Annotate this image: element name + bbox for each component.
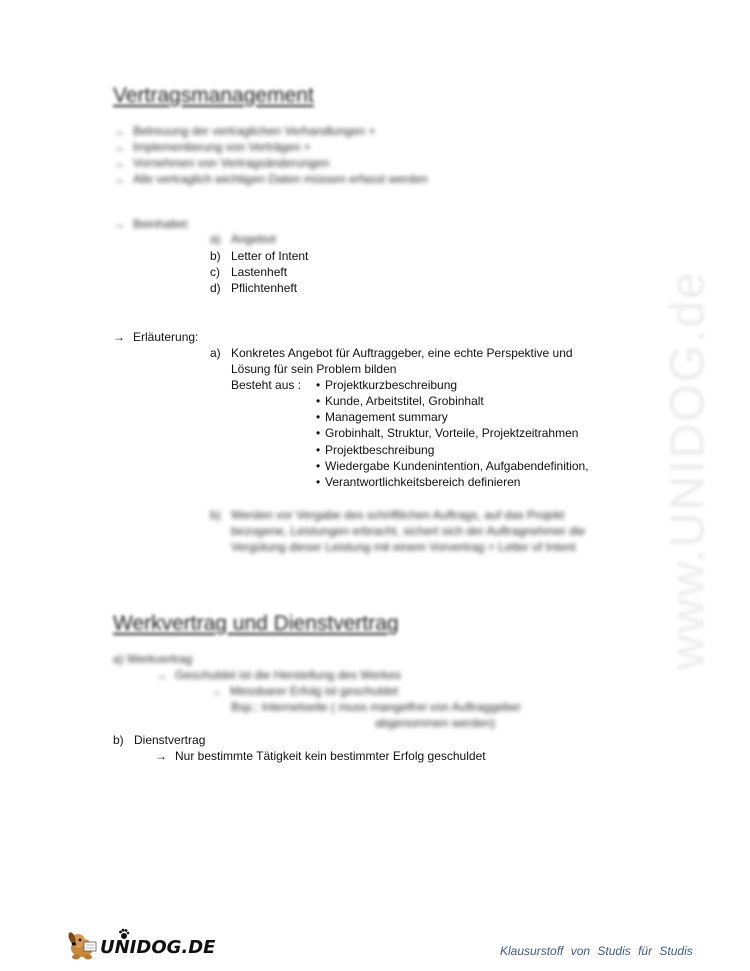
explanation-a-line2: Lösung für sein Problem bilden xyxy=(231,362,397,376)
list-item: a) Angebot xyxy=(210,232,276,246)
list-item: • Kunde, Arbeitstitel, Grobinhalt xyxy=(316,394,484,408)
dienstvertrag-sub: → Nur bestimmte Tätigkeit kein bestimmter Erfolg geschuldet xyxy=(155,749,486,763)
beinhaltet-label: → Beinhaltet: xyxy=(113,217,190,231)
bullet-text: Vornehmen von Vertragsänderungen xyxy=(133,156,330,170)
explanation-a: a) Konkretes Angebot für Auftraggeber, eine echte Perspektive und xyxy=(210,346,573,360)
dog-icon xyxy=(66,928,102,962)
unidog-logo[interactable] xyxy=(66,928,216,962)
beinhaltet-text: Beinhaltet: xyxy=(133,217,190,231)
dienstvertrag-label: b) Dienstvertrag xyxy=(113,733,206,747)
explanation-b: b) Werden vor Vergabe des schriftlichen Auftrags, auf das Projekt xyxy=(210,508,565,522)
bullet-text: Betreuung der vertraglichen Verhandlungen + xyxy=(133,124,376,138)
besteht-label: Besteht aus : xyxy=(231,378,302,392)
werkvertrag-sub: → Geschuldet ist die Herstellung des Werkes xyxy=(155,668,401,682)
erlaeuterung-label: → Erläuterung: xyxy=(113,330,199,344)
list-item: b) Letter of Intent xyxy=(210,249,309,263)
explanation-b-line2: bezogene, Leistungen erbracht, sichert sich der Auftragnehmer die xyxy=(231,524,586,538)
logo-text: UNIDOG.DE xyxy=(100,937,216,958)
footer-tagline: Klausurstoff von Studis für Studis xyxy=(500,944,693,958)
bullet-text: Alle vertraglich wichtigen Daten müssen erfasst werden xyxy=(133,172,428,186)
list-item: d) Pflichtenheft xyxy=(210,281,298,295)
list-item: • Verantwortlichkeitsbereich definieren xyxy=(316,475,521,489)
explanation-b-line3: Vergütung dieser Leistung mit einem Vorvertrag = Letter of Intent xyxy=(231,540,576,554)
bullet-item: → Vornehmen von Vertragsänderungen xyxy=(113,156,330,170)
list-item: c) Lastenheft xyxy=(210,265,288,279)
arrow-icon: → xyxy=(113,330,125,344)
section-title-werkvertrag: Werkvertrag und Dienstvertrag xyxy=(113,612,399,635)
arrow-icon: → xyxy=(155,749,167,763)
bullet-item: → Alle vertraglich wichtigen Daten müssen erfasst werden xyxy=(113,172,428,186)
bullet-text: Implementierung von Verträgen + xyxy=(133,140,311,154)
bullet-item: → Betreuung der vertraglichen Verhandlungen + xyxy=(113,124,376,138)
list-item: • Management summary xyxy=(316,410,448,424)
list-item: • Grobinhalt, Struktur, Vorteile, Projektzeitrahmen xyxy=(316,426,579,440)
list-item: • Projektkurzbeschreibung xyxy=(316,378,458,392)
list-item: • Projektbeschreibung xyxy=(316,443,435,457)
werkvertrag-example: Bsp.: Internetseite ( muss mangelfrei von Auftraggeber xyxy=(231,700,522,714)
werkvertrag-sub: → Messbarer Erfolg ist geschuldet xyxy=(210,684,399,698)
watermark: www.UNIDOG.de xyxy=(661,270,715,670)
werkvertrag-label: a) Werkvertrag xyxy=(113,652,193,666)
werkvertrag-example-line2: abgenommen werden) xyxy=(375,716,496,730)
section-title-vertragsmanagement: Vertragsmanagement xyxy=(113,84,314,107)
list-item: • Wiedergabe Kundenintention, Aufgabendefinition, xyxy=(316,459,589,473)
bullet-item: → Implementierung von Verträgen + xyxy=(113,140,311,154)
